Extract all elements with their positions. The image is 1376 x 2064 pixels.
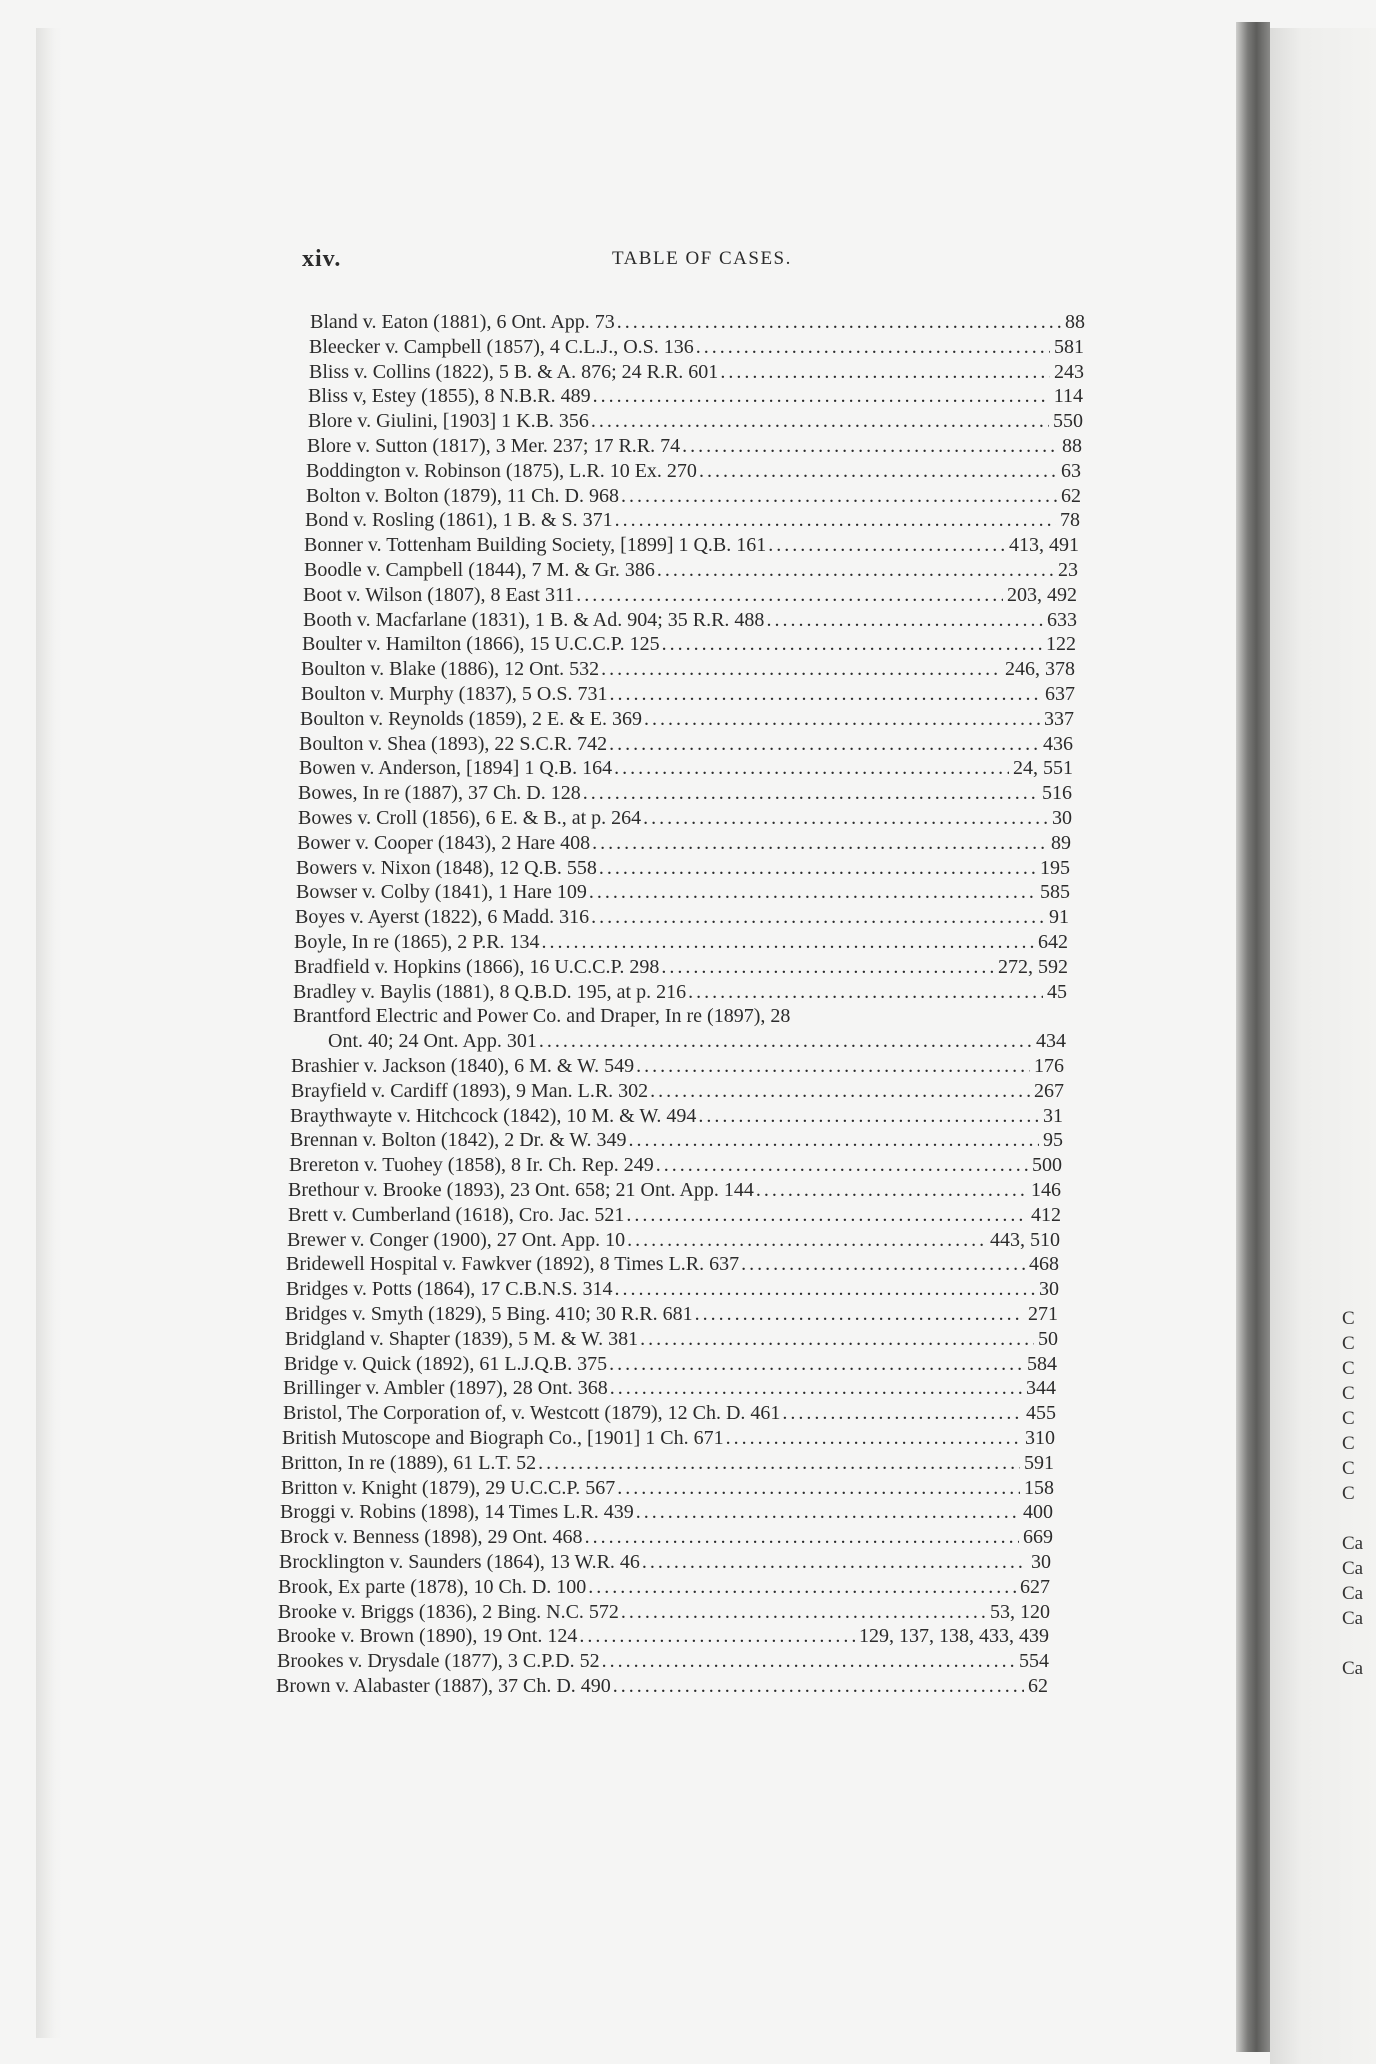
dot-leader (626, 1203, 1027, 1227)
dot-leader (642, 1550, 1027, 1574)
case-page-refs: 436 (1043, 733, 1073, 755)
case-page-refs: 50 (1038, 1328, 1058, 1350)
facing-page-edge (1270, 28, 1376, 2064)
case-entry (288, 1178, 1061, 1202)
case-page-refs: 24, 551 (1013, 757, 1073, 779)
case-page-refs: 581 (1054, 336, 1084, 358)
dot-leader (613, 1674, 1024, 1698)
case-page-refs: 642 (1038, 931, 1068, 953)
dot-leader (588, 1575, 1016, 1599)
case-page-refs: 267 (1034, 1080, 1064, 1102)
case-entry (299, 732, 1073, 756)
case-citation: Boddington v. Robinson (1875), L.R. 10 Ex. 270 (306, 460, 697, 482)
case-citation: Boulter v. Hamilton (1866), 15 U.C.C.P. 125 (302, 633, 660, 655)
dot-leader (542, 930, 1034, 954)
case-page-refs: 30 (1039, 1278, 1059, 1300)
case-page-refs: 627 (1020, 1576, 1050, 1598)
dot-leader (696, 335, 1050, 359)
case-entry (281, 1451, 1054, 1475)
dot-leader (593, 384, 1050, 408)
case-entry (309, 360, 1084, 384)
case-citation: Boulton v. Murphy (1837), 5 O.S. 731 (301, 683, 608, 705)
facing-page-letter: Ca (1342, 1608, 1364, 1629)
dot-leader (538, 1451, 1020, 1475)
dot-leader (628, 1128, 1039, 1152)
case-page-refs: 114 (1053, 385, 1083, 407)
case-citation: Brocklington v. Saunders (1864), 13 W.R. 46 (279, 1551, 640, 1573)
facing-page-letter: C (1342, 1308, 1355, 1329)
case-page-refs: 89 (1051, 832, 1071, 854)
dot-leader (756, 1178, 1027, 1202)
case-citation: Bridge v. Quick (1892), 61 L.J.Q.B. 375 (284, 1353, 608, 1375)
case-citation: Boulton v. Blake (1886), 12 Ont. 532 (301, 658, 600, 680)
case-citation: Britton, In re (1889), 61 L.T. 52 (281, 1452, 537, 1474)
page-edge-shadow (36, 28, 62, 2038)
dot-leader (579, 1624, 855, 1648)
case-page-refs: 53, 120 (990, 1601, 1050, 1623)
case-entry (304, 558, 1078, 582)
facing-page-letter: C (1342, 1333, 1355, 1354)
case-page-refs: 146 (1031, 1179, 1061, 1201)
case-entry (290, 1104, 1063, 1128)
dot-leader (720, 360, 1050, 384)
case-entry (295, 905, 1069, 929)
case-citation: Brock v. Benness (1898), 29 Ont. 468 (280, 1526, 583, 1548)
case-entry (298, 806, 1072, 830)
case-entry (280, 1525, 1053, 1549)
case-citation: Bradley v. Baylis (1881), 8 Q.B.D. 195, at p. 216 (293, 981, 687, 1003)
case-entry (296, 880, 1070, 904)
case-citation: Brayfield v. Cardiff (1893), 9 Man. L.R. 302 (291, 1080, 649, 1102)
dot-leader (698, 1104, 1039, 1128)
facing-page-letter: C (1342, 1408, 1355, 1429)
case-entry (307, 434, 1082, 458)
case-page-refs: 633 (1047, 609, 1077, 631)
case-page-refs: 88 (1062, 435, 1082, 457)
case-entry (294, 955, 1068, 979)
facing-page-letter: Ca (1342, 1533, 1364, 1554)
dot-leader (539, 1029, 1032, 1053)
dot-leader (615, 1277, 1035, 1301)
case-page-refs: 203, 492 (1007, 584, 1077, 606)
dot-leader (636, 1500, 1019, 1524)
case-page-refs: 637 (1045, 683, 1075, 705)
case-citation: Brashier v. Jackson (1840), 6 M. & W. 549 (291, 1055, 635, 1077)
case-citation: Boodle v. Campbell (1844), 7 M. & Gr. 386 (304, 559, 655, 581)
dot-leader (591, 409, 1049, 433)
case-page-refs: 91 (1049, 906, 1069, 928)
facing-page-letter: C (1342, 1483, 1355, 1504)
facing-page-letter: C (1342, 1458, 1355, 1479)
case-citation: Bowes v. Croll (1856), 6 E. & B., at p. 264 (298, 807, 642, 829)
case-citation: Braythwayte v. Hitchcock (1842), 10 M. & W. 494 (290, 1105, 697, 1127)
dot-leader (766, 608, 1043, 632)
case-citation: Brewer v. Conger (1900), 27 Ont. App. 10 (287, 1229, 626, 1251)
case-page-refs: 337 (1044, 708, 1074, 730)
case-entry (294, 930, 1068, 954)
dot-leader (662, 632, 1042, 656)
dot-leader (650, 1079, 1030, 1103)
case-page-refs: 468 (1029, 1253, 1059, 1275)
case-entry (309, 335, 1084, 359)
case-citation: British Mutoscope and Biograph Co., [1901] 1 Ch. 671 (282, 1427, 724, 1449)
case-page-refs: 434 (1036, 1030, 1066, 1052)
case-page-refs: 30 (1052, 807, 1072, 829)
case-citation: Boot v. Wilson (1807), 8 East 311 (303, 584, 575, 606)
case-page-refs: 455 (1026, 1402, 1056, 1424)
dot-leader (615, 508, 1056, 532)
case-entry (285, 1302, 1058, 1326)
case-entry (291, 1054, 1064, 1078)
dot-leader (609, 732, 1039, 756)
case-entry (292, 1029, 1066, 1053)
case-entry (278, 1600, 1050, 1624)
case-entry (303, 608, 1077, 632)
dot-leader (699, 459, 1057, 483)
case-page-refs: 62 (1061, 485, 1081, 507)
case-entry (281, 1476, 1054, 1500)
dot-leader (657, 558, 1054, 582)
case-entry (297, 831, 1071, 855)
case-citation: Bridgland v. Shapter (1839), 5 M. & W. 381 (285, 1328, 639, 1350)
book-gutter (1236, 22, 1270, 2052)
case-citation: Bowen v. Anderson, [1894] 1 Q.B. 164 (299, 757, 613, 779)
facing-page-letter: Ca (1342, 1558, 1364, 1579)
case-entry (305, 508, 1080, 532)
case-page-refs: 45 (1047, 981, 1067, 1003)
dot-leader (614, 756, 1009, 780)
case-page-refs: 62 (1028, 1675, 1048, 1697)
case-entry (300, 707, 1074, 731)
dot-leader (617, 310, 1061, 334)
case-page-refs: 176 (1034, 1055, 1064, 1077)
case-page-refs: 500 (1032, 1154, 1062, 1176)
dot-leader (627, 1228, 986, 1252)
case-citation: Bliss v, Estey (1855), 8 N.B.R. 489 (308, 385, 591, 407)
case-entry (304, 533, 1079, 557)
case-entry (276, 1674, 1048, 1698)
case-page-refs: 412 (1031, 1204, 1061, 1226)
dot-leader (656, 1153, 1028, 1177)
dot-leader (591, 905, 1045, 929)
case-citation: Brooke v. Briggs (1836), 2 Bing. N.C. 572 (278, 1601, 619, 1623)
case-citation: Brett v. Cumberland (1618), Cro. Jac. 521 (288, 1204, 625, 1226)
case-entry (287, 1228, 1060, 1252)
case-citation: Booth v. Macfarlane (1831), 1 B. & Ad. 904; 35 R.R. 488 (303, 609, 765, 631)
case-entry (286, 1252, 1059, 1276)
case-citation: Bristol, The Corporation of, v. Westcott (1879), 12 Ch. D. 461 (283, 1402, 781, 1424)
case-citation: Brookes v. Drysdale (1877), 3 C.P.D. 52 (277, 1650, 600, 1672)
case-page-refs: 443, 510 (990, 1229, 1060, 1251)
dot-leader (585, 1525, 1019, 1549)
case-page-refs: 584 (1027, 1353, 1057, 1375)
case-citation: Blore v. Sutton (1817), 3 Mer. 237; 17 R.R. 74 (307, 435, 681, 457)
case-citation: Brillinger v. Ambler (1897), 28 Ont. 368 (283, 1377, 608, 1399)
facing-page-letter: C (1342, 1433, 1355, 1454)
dot-leader (617, 1476, 1020, 1500)
case-page-refs: 585 (1040, 881, 1070, 903)
facing-page-letter: C (1342, 1383, 1355, 1404)
case-entry (277, 1649, 1049, 1673)
page-number: xiv. (302, 246, 342, 272)
case-citation: Bowes, In re (1887), 37 Ch. D. 128 (298, 782, 581, 804)
case-citation: Brown v. Alabaster (1887), 37 Ch. D. 490 (276, 1675, 611, 1697)
case-citation: Bleecker v. Campbell (1857), 4 C.L.J., O.S. 136 (309, 336, 694, 358)
case-citation: Bliss v. Collins (1822), 5 B. & A. 876; 24 R.R. 601 (309, 361, 719, 383)
case-entry (303, 583, 1077, 607)
case-entry (299, 756, 1073, 780)
case-citation: Boulton v. Shea (1893), 22 S.C.R. 742 (299, 733, 608, 755)
case-page-refs: 63 (1061, 460, 1081, 482)
case-entry (279, 1550, 1051, 1574)
case-citation: Britton v. Knight (1879), 29 U.C.C.P. 567 (281, 1477, 616, 1499)
case-page-refs: 122 (1046, 633, 1076, 655)
case-entry (278, 1575, 1050, 1599)
case-page-refs: 129, 137, 138, 433, 439 (859, 1625, 1049, 1647)
case-page-refs: 195 (1040, 857, 1070, 879)
facing-page-letter: Ca (1342, 1583, 1364, 1604)
case-page-refs: 591 (1024, 1452, 1054, 1474)
case-citation: Brook, Ex parte (1878), 10 Ch. D. 100 (278, 1576, 587, 1598)
case-citation: Bonner v. Tottenham Building Society, [1899] 1 Q.B. 161 (304, 534, 767, 556)
dot-leader (621, 1600, 986, 1624)
case-entry (291, 1079, 1064, 1103)
case-citation: Brantford Electric and Power Co. and Draper, In re (1897), 28 (293, 1005, 791, 1027)
dot-leader (609, 682, 1041, 706)
case-page-refs: 272, 592 (998, 956, 1068, 978)
case-entry (310, 310, 1085, 334)
case-entry (293, 1004, 1067, 1028)
case-page-refs: 30 (1031, 1551, 1051, 1573)
dot-leader (741, 1252, 1025, 1276)
dot-leader (576, 583, 1003, 607)
dot-leader (601, 657, 1001, 681)
facing-page-letter: C (1342, 1358, 1355, 1379)
dot-leader (688, 980, 1043, 1004)
dot-leader (609, 1352, 1023, 1376)
dot-leader (592, 831, 1047, 855)
case-citation: Brooke v. Brown (1890), 19 Ont. 124 (277, 1625, 578, 1647)
case-entry (284, 1352, 1057, 1376)
case-citation: Broggi v. Robins (1898), 14 Times L.R. 439 (280, 1501, 634, 1523)
case-page-refs: 95 (1043, 1129, 1063, 1151)
case-page-refs: 31 (1043, 1105, 1063, 1127)
case-citation: Bridges v. Potts (1864), 17 C.B.N.S. 314 (286, 1278, 613, 1300)
dot-leader (610, 1376, 1022, 1400)
case-citation: Bridewell Hospital v. Fawkver (1892), 8 Times L.R. 637 (286, 1253, 740, 1275)
case-entry (285, 1327, 1058, 1351)
case-citation: Ont. 40; 24 Ont. App. 301 (328, 1030, 537, 1052)
case-entry (282, 1426, 1055, 1450)
case-citation: Brennan v. Bolton (1842), 2 Dr. & W. 349 (290, 1129, 627, 1151)
case-page-refs: 669 (1023, 1526, 1053, 1548)
case-citation: Boyes v. Ayerst (1822), 6 Madd. 316 (295, 906, 590, 928)
case-page-refs: 344 (1026, 1377, 1056, 1399)
case-page-refs: 78 (1060, 509, 1080, 531)
case-citation: Bowser v. Colby (1841), 1 Hare 109 (296, 881, 587, 903)
case-page-refs: 550 (1053, 410, 1083, 432)
case-entry (280, 1500, 1053, 1524)
case-page-refs: 246, 378 (1005, 658, 1075, 680)
dot-leader (644, 707, 1040, 731)
dot-leader (643, 806, 1048, 830)
dot-leader (589, 880, 1036, 904)
case-citation: Bolton v. Bolton (1879), 11 Ch. D. 968 (306, 485, 619, 507)
dot-leader (640, 1327, 1034, 1351)
case-entry (298, 781, 1072, 805)
dot-leader (695, 1302, 1024, 1326)
case-citation: Bower v. Cooper (1843), 2 Hare 408 (297, 832, 591, 854)
dot-leader (782, 1401, 1022, 1425)
case-citation: Blore v. Giulini, [1903] 1 K.B. 356 (308, 410, 589, 432)
page-header (302, 246, 1026, 276)
case-entry (283, 1401, 1056, 1425)
dot-leader (583, 781, 1038, 805)
dot-leader (621, 484, 1057, 508)
case-entry (308, 384, 1083, 408)
case-citation: Bowers v. Nixon (1848), 12 Q.B. 558 (296, 857, 597, 879)
case-page-refs: 413, 491 (1009, 534, 1079, 556)
dot-leader (682, 434, 1058, 458)
case-entry (286, 1277, 1059, 1301)
case-entry (308, 409, 1083, 433)
case-entry (306, 484, 1081, 508)
case-entry (301, 657, 1075, 681)
case-citation: Bland v. Eaton (1881), 6 Ont. App. 73 (310, 311, 615, 333)
case-citation: Brethour v. Brooke (1893), 23 Ont. 658; 21 Ont. App. 144 (288, 1179, 754, 1201)
case-entry (290, 1128, 1063, 1152)
case-entry (302, 632, 1076, 656)
dot-leader (602, 1649, 1015, 1673)
case-entry (288, 1203, 1061, 1227)
case-entry (306, 459, 1081, 483)
case-page-refs: 400 (1023, 1501, 1053, 1523)
case-citation: Boulton v. Reynolds (1859), 2 E. & E. 369 (300, 708, 643, 730)
case-page-refs: 243 (1054, 361, 1084, 383)
case-page-refs: 310 (1025, 1427, 1055, 1449)
case-citation: Boyle, In re (1865), 2 P.R. 134 (294, 931, 540, 953)
case-entry (301, 682, 1075, 706)
dot-leader (661, 955, 994, 979)
facing-page-letter: Ca (1342, 1658, 1364, 1679)
case-entry (296, 856, 1070, 880)
case-citation: Bond v. Rosling (1861), 1 B. & S. 371 (305, 509, 613, 531)
dot-leader (599, 856, 1036, 880)
case-page-refs: 88 (1065, 311, 1085, 333)
case-page-refs: 23 (1058, 559, 1078, 581)
dot-leader (636, 1054, 1030, 1078)
case-page-refs: 516 (1042, 782, 1072, 804)
case-entry (289, 1153, 1062, 1177)
case-citation: Bridges v. Smyth (1829), 5 Bing. 410; 30 R.R. 681 (285, 1303, 693, 1325)
dot-leader (768, 533, 1005, 557)
running-title: TABLE OF CASES. (612, 248, 792, 269)
case-entry (277, 1624, 1049, 1648)
case-citation: Brereton v. Tuohey (1858), 8 Ir. Ch. Rep. 249 (289, 1154, 654, 1176)
case-entry (283, 1376, 1056, 1400)
dot-leader (726, 1426, 1021, 1450)
case-page-refs: 158 (1024, 1477, 1054, 1499)
case-page-refs: 554 (1019, 1650, 1049, 1672)
case-entry (293, 980, 1067, 1004)
case-citation: Bradfield v. Hopkins (1866), 16 U.C.C.P. 298 (294, 956, 660, 978)
case-page-refs: 271 (1028, 1303, 1058, 1325)
